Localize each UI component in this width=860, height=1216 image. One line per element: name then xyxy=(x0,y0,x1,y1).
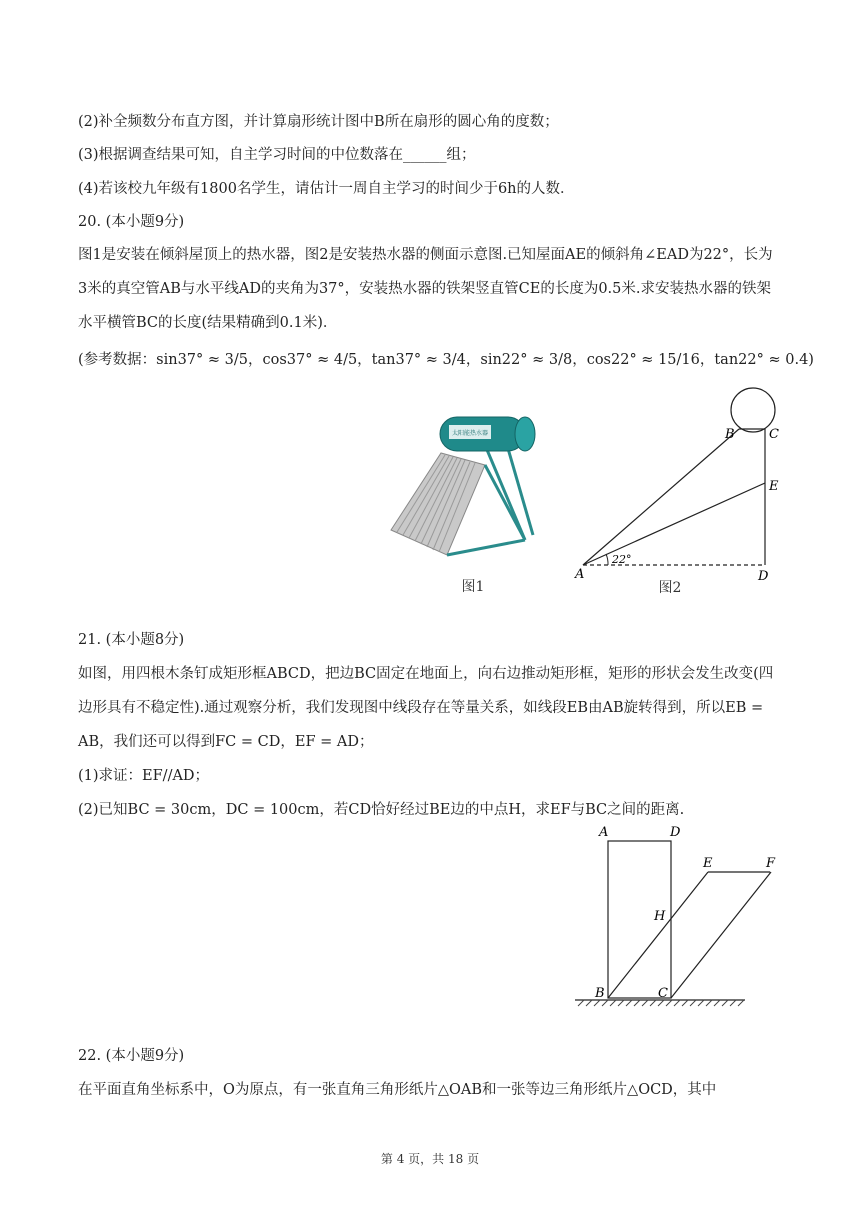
point-a-label: A xyxy=(599,825,609,840)
q19-part2: (2)补全频数分布直方图，并计算扇形统计图中B所在扇形的圆心角的度数； xyxy=(78,114,559,130)
point-d-label: D xyxy=(758,569,769,584)
point-f-label: F xyxy=(766,856,776,871)
q20-reference-data: (参考数据：sin37° ≈ 3/5，cos37° ≈ 4/5，tan37° ≈ 3/4，sin22° ≈ 3/8，cos22° ≈ 15/16，tan22° ≈ 0.4) xyxy=(78,352,814,368)
point-c-label: C xyxy=(769,427,779,442)
figure-2-caption: 图2 xyxy=(658,580,682,596)
q22-text-line1: 在平面直角坐标系中，O为原点，有一张直角三角形纸片△OAB和一张等边三角形纸片△OCD，其中 xyxy=(78,1082,717,1098)
q22-header: 22. (本小题9分) xyxy=(78,1048,185,1064)
q21-part1: (1)求证：EF//AD； xyxy=(78,768,210,784)
angle-22-label: 22° xyxy=(612,553,632,566)
figure-2-schematic xyxy=(570,380,790,600)
point-b-label: B xyxy=(595,986,605,1001)
point-e-label: E xyxy=(703,856,713,871)
q21-header: 21. (本小题8分) xyxy=(78,632,185,648)
q21-part2: (2)已知BC = 30cm，DC = 100cm，若CD恰好经过BE边的中点H，求EF与BC之间的距离. xyxy=(78,802,685,818)
tank-brand-label: 太阳能热水器 xyxy=(451,430,489,437)
q20-text-line2: 3米的真空管AB与水平线AD的夹角为37°，安装热水器的铁架竖直管CE的长度为0.5米.求安装热水器的铁架 xyxy=(78,281,771,297)
q20-header: 20. (本小题9分) xyxy=(78,214,185,230)
figure-1-caption: 图1 xyxy=(461,579,485,595)
q19-part3: (3)根据调查结果可知，自主学习时间的中位数落在______组； xyxy=(78,147,476,163)
q20-text-line3: 水平横管BC的长度(结果精确到0.1米)． xyxy=(78,315,338,331)
q21-text-line1: 如图，用四根木条钉成矩形框ABCD，把边BC固定在地面上，向右边推动矩形框，矩形的形状会发生改变(四 xyxy=(78,666,774,682)
point-a-label: A xyxy=(575,567,585,582)
q21-text-line3: AB，我们还可以得到FC = CD，EF = AD； xyxy=(78,734,374,750)
point-e-label: E xyxy=(769,479,779,494)
q21-text-line2: 边形具有不稳定性).通过观察分析，我们发现图中线段存在等量关系，如线段EB由AB旋转得到，所以EB = xyxy=(78,700,764,716)
q19-part4: (4)若该校九年级有1800名学生，请估计一周自主学习的时间少于6h的人数． xyxy=(78,181,575,197)
point-h-label: H xyxy=(654,909,666,924)
point-d-label: D xyxy=(670,825,681,840)
q20-text-line1: 图1是安装在倾斜屋顶上的热水器，图2是安装热水器的侧面示意图.已知屋面AE的倾斜角∠EAD为22°，长为 xyxy=(78,247,773,263)
figure-q21-rectangle xyxy=(570,820,776,1015)
figure-1-water-heater xyxy=(385,405,545,600)
point-b-label: B xyxy=(725,427,735,442)
point-c-label: C xyxy=(658,986,668,1001)
page-footer: 第 4 页，共 18 页 xyxy=(380,1152,480,1166)
